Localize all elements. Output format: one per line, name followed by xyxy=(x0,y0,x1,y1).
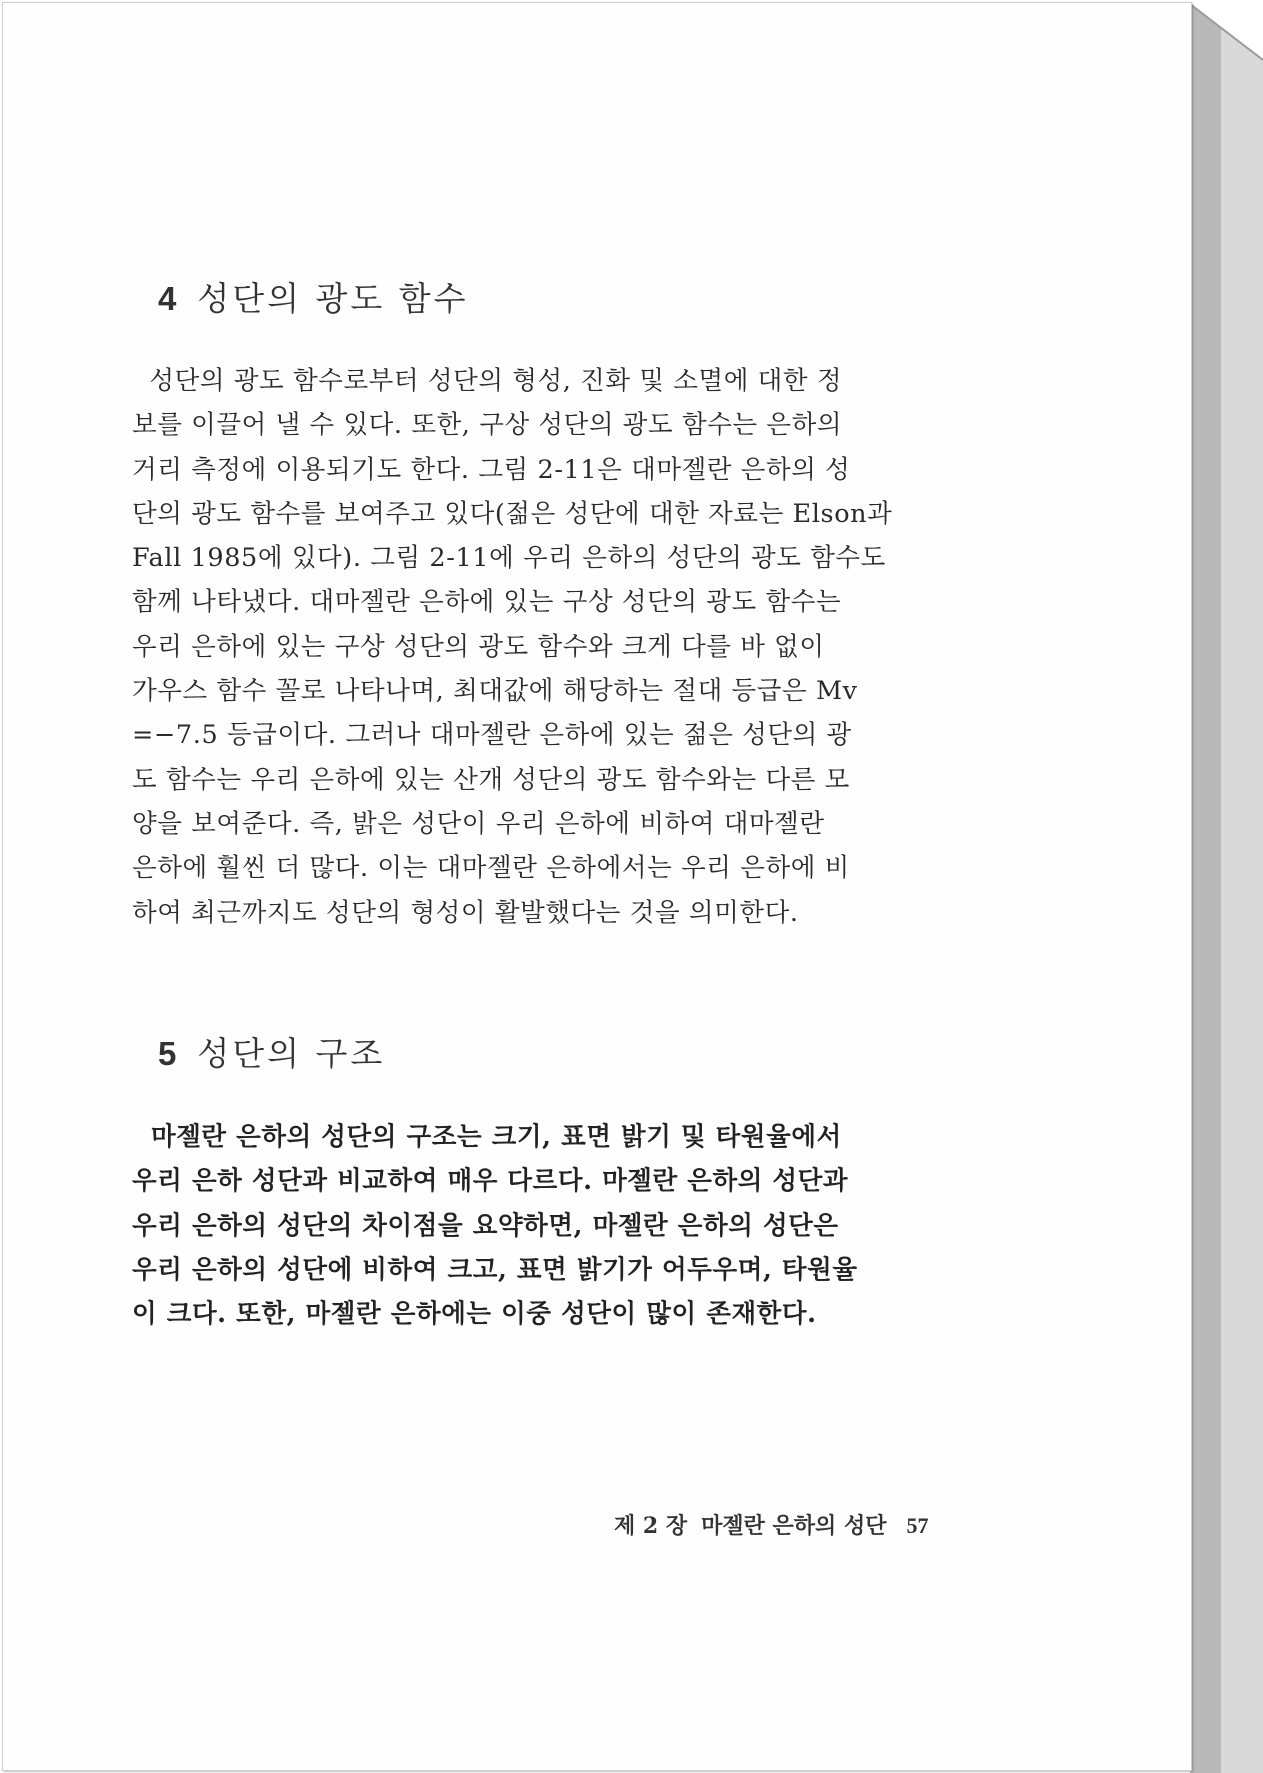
paragraph-line: 함께 나타냈다. 대마젤란 은하에 있는 구상 성단의 광도 함수는 xyxy=(132,587,842,618)
paragraph-line: 마젤란 은하의 성단의 구조는 크기, 표면 밝기 및 타원율에서 xyxy=(132,1122,842,1152)
paragraph-line: 우리 은하 성단과 비교하여 매우 다르다. 마젤란 은하의 성단과 xyxy=(132,1166,849,1197)
section-5-title: 성단의 구조 xyxy=(197,1034,386,1073)
footer-chapter-title: 마젤란 은하의 성단 xyxy=(701,1513,887,1539)
paragraph-line: 도 함수는 우리 은하에 있는 산개 성단의 광도 함수와는 다른 모 xyxy=(132,764,850,795)
page-number: 57 xyxy=(906,1513,929,1538)
paragraph-line: 가우스 함수 꼴로 나타나며, 최대값에 해당하는 절대 등급은 Mv xyxy=(132,676,858,707)
paragraph-line: 우리 은하에 있는 구상 성단의 광도 함수와 크게 다를 바 없이 xyxy=(132,631,825,662)
section-4-number: 4 xyxy=(158,280,180,317)
section-4-paragraph xyxy=(132,359,1004,935)
paragraph-line: 우리 은하의 성단에 비하여 크고, 표면 밝기가 어두우며, 타원율 xyxy=(132,1254,858,1285)
paragraph-line: =−7.5 등급이다. 그러나 대마젤란 은하에 있는 젊은 성단의 광 xyxy=(132,720,852,751)
paragraph-line: 이 크다. 또한, 마젤란 은하에는 이중 성단이 많이 존재한다. xyxy=(132,1299,817,1330)
paragraph-line: 하여 최근까지도 성단의 형성이 활발했다는 것을 의미한다. xyxy=(132,897,799,928)
section-4-heading xyxy=(158,273,469,320)
section-5-number: 5 xyxy=(158,1035,180,1072)
footer-chapter: 제 2 장 xyxy=(614,1513,688,1539)
paragraph-line: 보를 이끌어 낼 수 있다. 또한, 구상 성단의 광도 함수는 은하의 xyxy=(132,410,843,441)
paragraph-line: 성단의 광도 함수로부터 성단의 형성, 진화 및 소멸에 대한 정 xyxy=(132,366,843,396)
paragraph-line: 양을 보여준다. 즉, 밝은 성단이 우리 은하에 비하여 대마젤란 xyxy=(132,808,825,839)
section-5-paragraph xyxy=(132,1115,1004,1336)
paragraph-line: 거리 측정에 이용되기도 한다. 그림 2-11은 대마젤란 은하의 성 xyxy=(132,454,851,485)
section-4-title: 성단의 광도 함수 xyxy=(197,279,469,318)
paragraph-line: 우리 은하의 성단의 차이점을 요약하면, 마젤란 은하의 성단은 xyxy=(132,1210,839,1241)
paragraph-line: Fall 1985에 있다). 그림 2-11에 우리 은하의 성단의 광도 함수도 xyxy=(132,543,886,574)
paragraph-line: 단의 광도 함수를 보여주고 있다(젊은 성단에 대한 자료는 Elson과 xyxy=(132,498,893,529)
section-5-heading xyxy=(158,1028,385,1075)
paragraph-line: 은하에 훨씬 더 많다. 이는 대마젤란 은하에서는 우리 은하에 비 xyxy=(132,853,850,884)
running-footer xyxy=(614,1509,942,1540)
book-page xyxy=(2,2,1192,1771)
